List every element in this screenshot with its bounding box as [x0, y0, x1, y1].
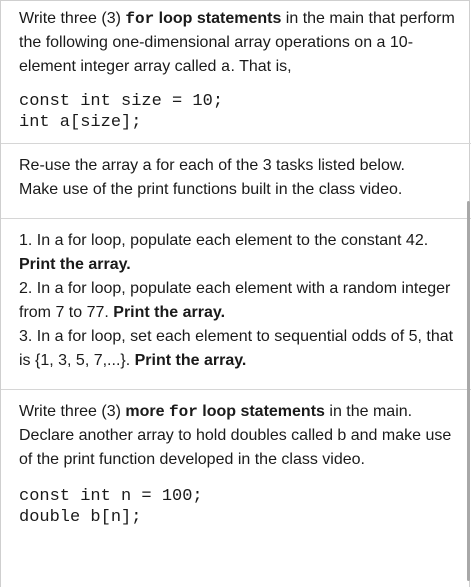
divider: [1, 218, 471, 219]
reuse-line: Make use of the print functions built in the class video.: [19, 181, 403, 198]
code-line: const int n = 100;: [19, 487, 203, 506]
question-content: [19, 7, 459, 528]
task-item: 3. In a for loop, set each element to sequential odds of 5, that is {1, 3, 5, 7,...}. Print the array.: [19, 328, 454, 369]
task-item: 2. In a for loop, populate each element with a random integer from 7 to 77. Print the array.: [19, 280, 451, 321]
code-line: int a[size];: [19, 113, 142, 132]
part2-paragraph: Write three (3) more for loop statements in the main. Declare another array to hold doubles called b and make use of the print function developed in the class video.: [19, 403, 452, 468]
intro-paragraph: Write three (3) for loop statements in the main that perform the following one-dimensional array operations on a 10-element integer array called a. That is,: [19, 10, 455, 76]
divider: [1, 389, 471, 390]
scrollbar[interactable]: [467, 201, 470, 581]
code-block-1: [19, 91, 459, 133]
reuse-paragraph: [19, 154, 459, 202]
task-list: [19, 229, 459, 373]
divider: [1, 143, 471, 144]
code-block-2: [19, 486, 459, 528]
task-item: 1. In a for loop, populate each element to the constant 42. Print the array.: [19, 232, 429, 273]
reuse-line: Re-use the array a for each of the 3 tasks listed below.: [19, 157, 405, 174]
code-line: double b[n];: [19, 508, 142, 527]
code-line: const int size = 10;: [19, 92, 224, 111]
